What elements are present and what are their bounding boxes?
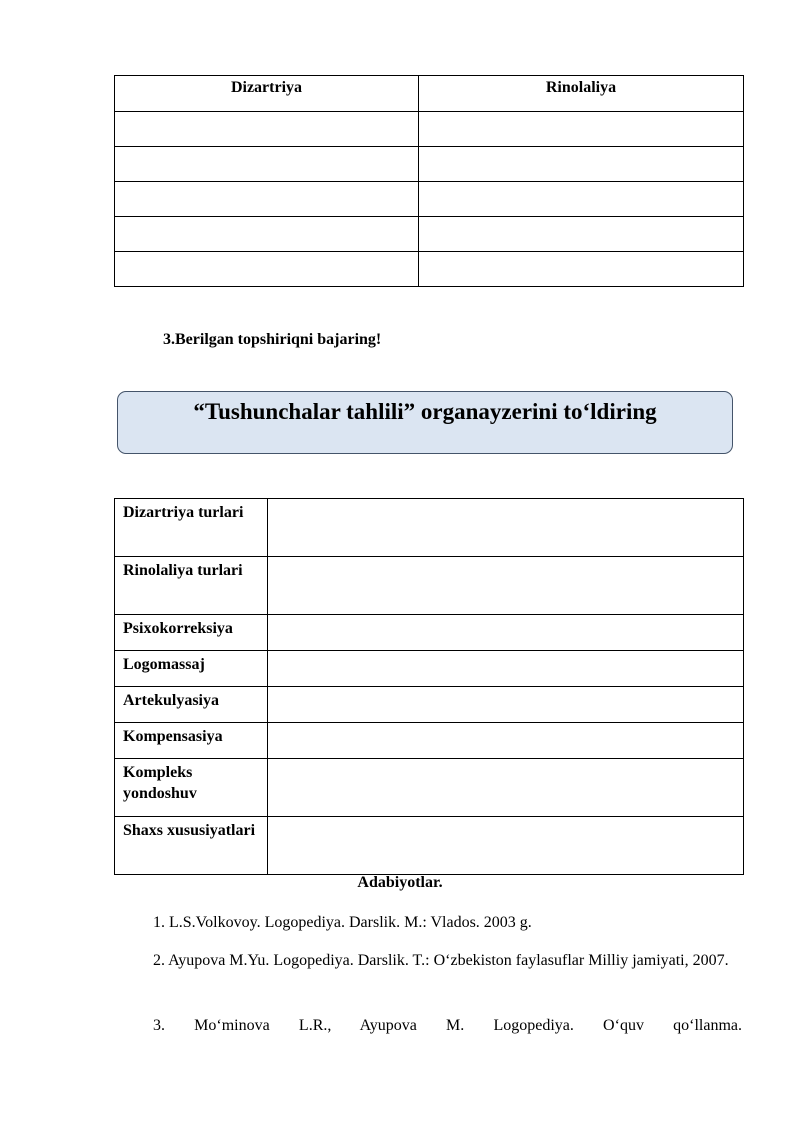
table-row <box>115 182 744 217</box>
reference-item: 2. Ayupova M.Yu. Logopediya. Darslik. T.: O‘zbekiston faylasuflar Milliy jamiyati, 2007. <box>153 952 729 969</box>
table-header-row <box>115 76 744 112</box>
table-row <box>115 817 744 875</box>
column-header-rinolaliya: Rinolaliya <box>419 76 744 112</box>
concept-value[interactable] <box>268 759 744 817</box>
table-row <box>115 499 744 557</box>
concepts-table <box>114 498 744 875</box>
table-row <box>115 147 744 182</box>
concept-value[interactable] <box>268 687 744 723</box>
table-row <box>115 615 744 651</box>
concept-value[interactable] <box>268 557 744 615</box>
table-cell[interactable] <box>419 182 744 217</box>
concept-value[interactable] <box>268 723 744 759</box>
table-cell[interactable] <box>419 217 744 252</box>
concept-label: Logomassaj <box>115 651 268 687</box>
concept-value[interactable] <box>268 651 744 687</box>
references-title <box>0 874 800 892</box>
table-cell[interactable] <box>115 252 419 287</box>
organizer-banner <box>117 391 733 454</box>
table-cell[interactable] <box>115 147 419 182</box>
concept-label: Kompleks yondoshuv <box>115 759 268 817</box>
table-row <box>115 112 744 147</box>
table-cell[interactable] <box>419 147 744 182</box>
concept-label: Psixokorreksiya <box>115 615 268 651</box>
references-title-text: Adabiyotlar. <box>357 874 443 891</box>
concept-label: Dizartriya turlari <box>115 499 268 557</box>
concept-label: Artekulyasiya <box>115 687 268 723</box>
table-row <box>115 217 744 252</box>
table-row <box>115 252 744 287</box>
concept-label: Rinolaliya turlari <box>115 557 268 615</box>
concept-label: Kompensasiya <box>115 723 268 759</box>
concept-value[interactable] <box>268 817 744 875</box>
table-row <box>115 759 744 817</box>
banner-title: “Tushunchalar tahlili” organayzerini to‘ldiring <box>193 399 657 424</box>
table-cell[interactable] <box>115 182 419 217</box>
comparison-table <box>114 75 744 287</box>
table-cell[interactable] <box>419 252 744 287</box>
table-row <box>115 557 744 615</box>
table-row <box>115 651 744 687</box>
concept-value[interactable] <box>268 615 744 651</box>
reference-item: 1. L.S.Volkovoy. Logopediya. Darslik. M.: Vlados. 2003 g. <box>153 914 532 931</box>
reference-item: 3. Mo‘minova L.R., Ayupova M. Logopediya. O‘quv qo‘llanma. <box>153 1017 742 1034</box>
task-heading: 3.Berilgan topshiriqni bajaring! <box>163 331 382 348</box>
table-row <box>115 687 744 723</box>
table-cell[interactable] <box>115 112 419 147</box>
table-row <box>115 723 744 759</box>
table-cell[interactable] <box>115 217 419 252</box>
column-header-dizartriya: Dizartriya <box>115 76 419 112</box>
concept-label: Shaxs xususiyatlari <box>115 817 268 875</box>
table-cell[interactable] <box>419 112 744 147</box>
concept-value[interactable] <box>268 499 744 557</box>
